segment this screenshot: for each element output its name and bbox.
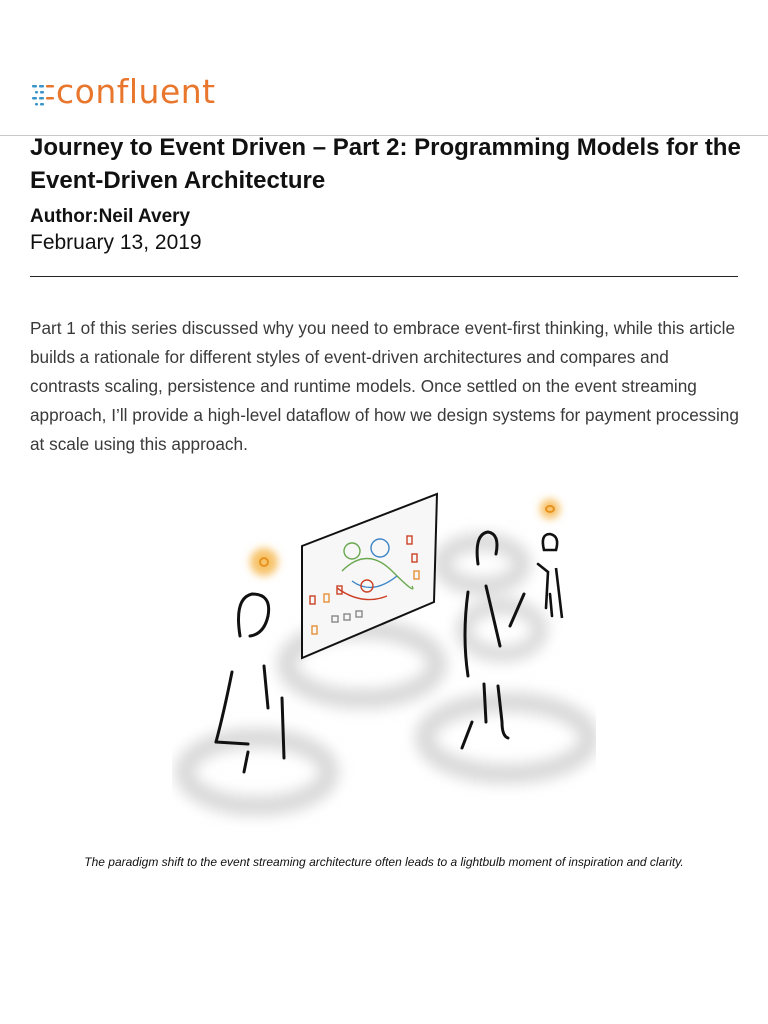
article-author: Author:Neil Avery: [30, 206, 191, 227]
person-right: [538, 534, 562, 618]
confluent-logo[interactable]: [30, 72, 216, 112]
meta-divider: [30, 276, 738, 277]
figure-caption: The paradigm shift to the event streaming architecture often leads to a lightbulb moment of inspiration and clarity.: [84, 855, 684, 869]
article-title: Journey to Event Driven – Part 2: Programming Models for the Event-Driven Architecture: [30, 134, 741, 194]
article-intro: Part 1 of this series discussed why you need to embrace event-first thinking, while this article builds a rationale for different styles of event-driven architectures and compares and contrasts scaling, persistence and runtime models. Once settled on the event streaming approach, I’ll provide a high-level dataflow of how we design systems for payment processing at scale using this approach.: [30, 318, 739, 454]
confluent-mark-icon: [30, 72, 56, 112]
brand-name: confluent: [56, 72, 216, 111]
article-date: February 13, 2019: [30, 231, 202, 254]
lightbulb-illustration: [172, 476, 596, 836]
